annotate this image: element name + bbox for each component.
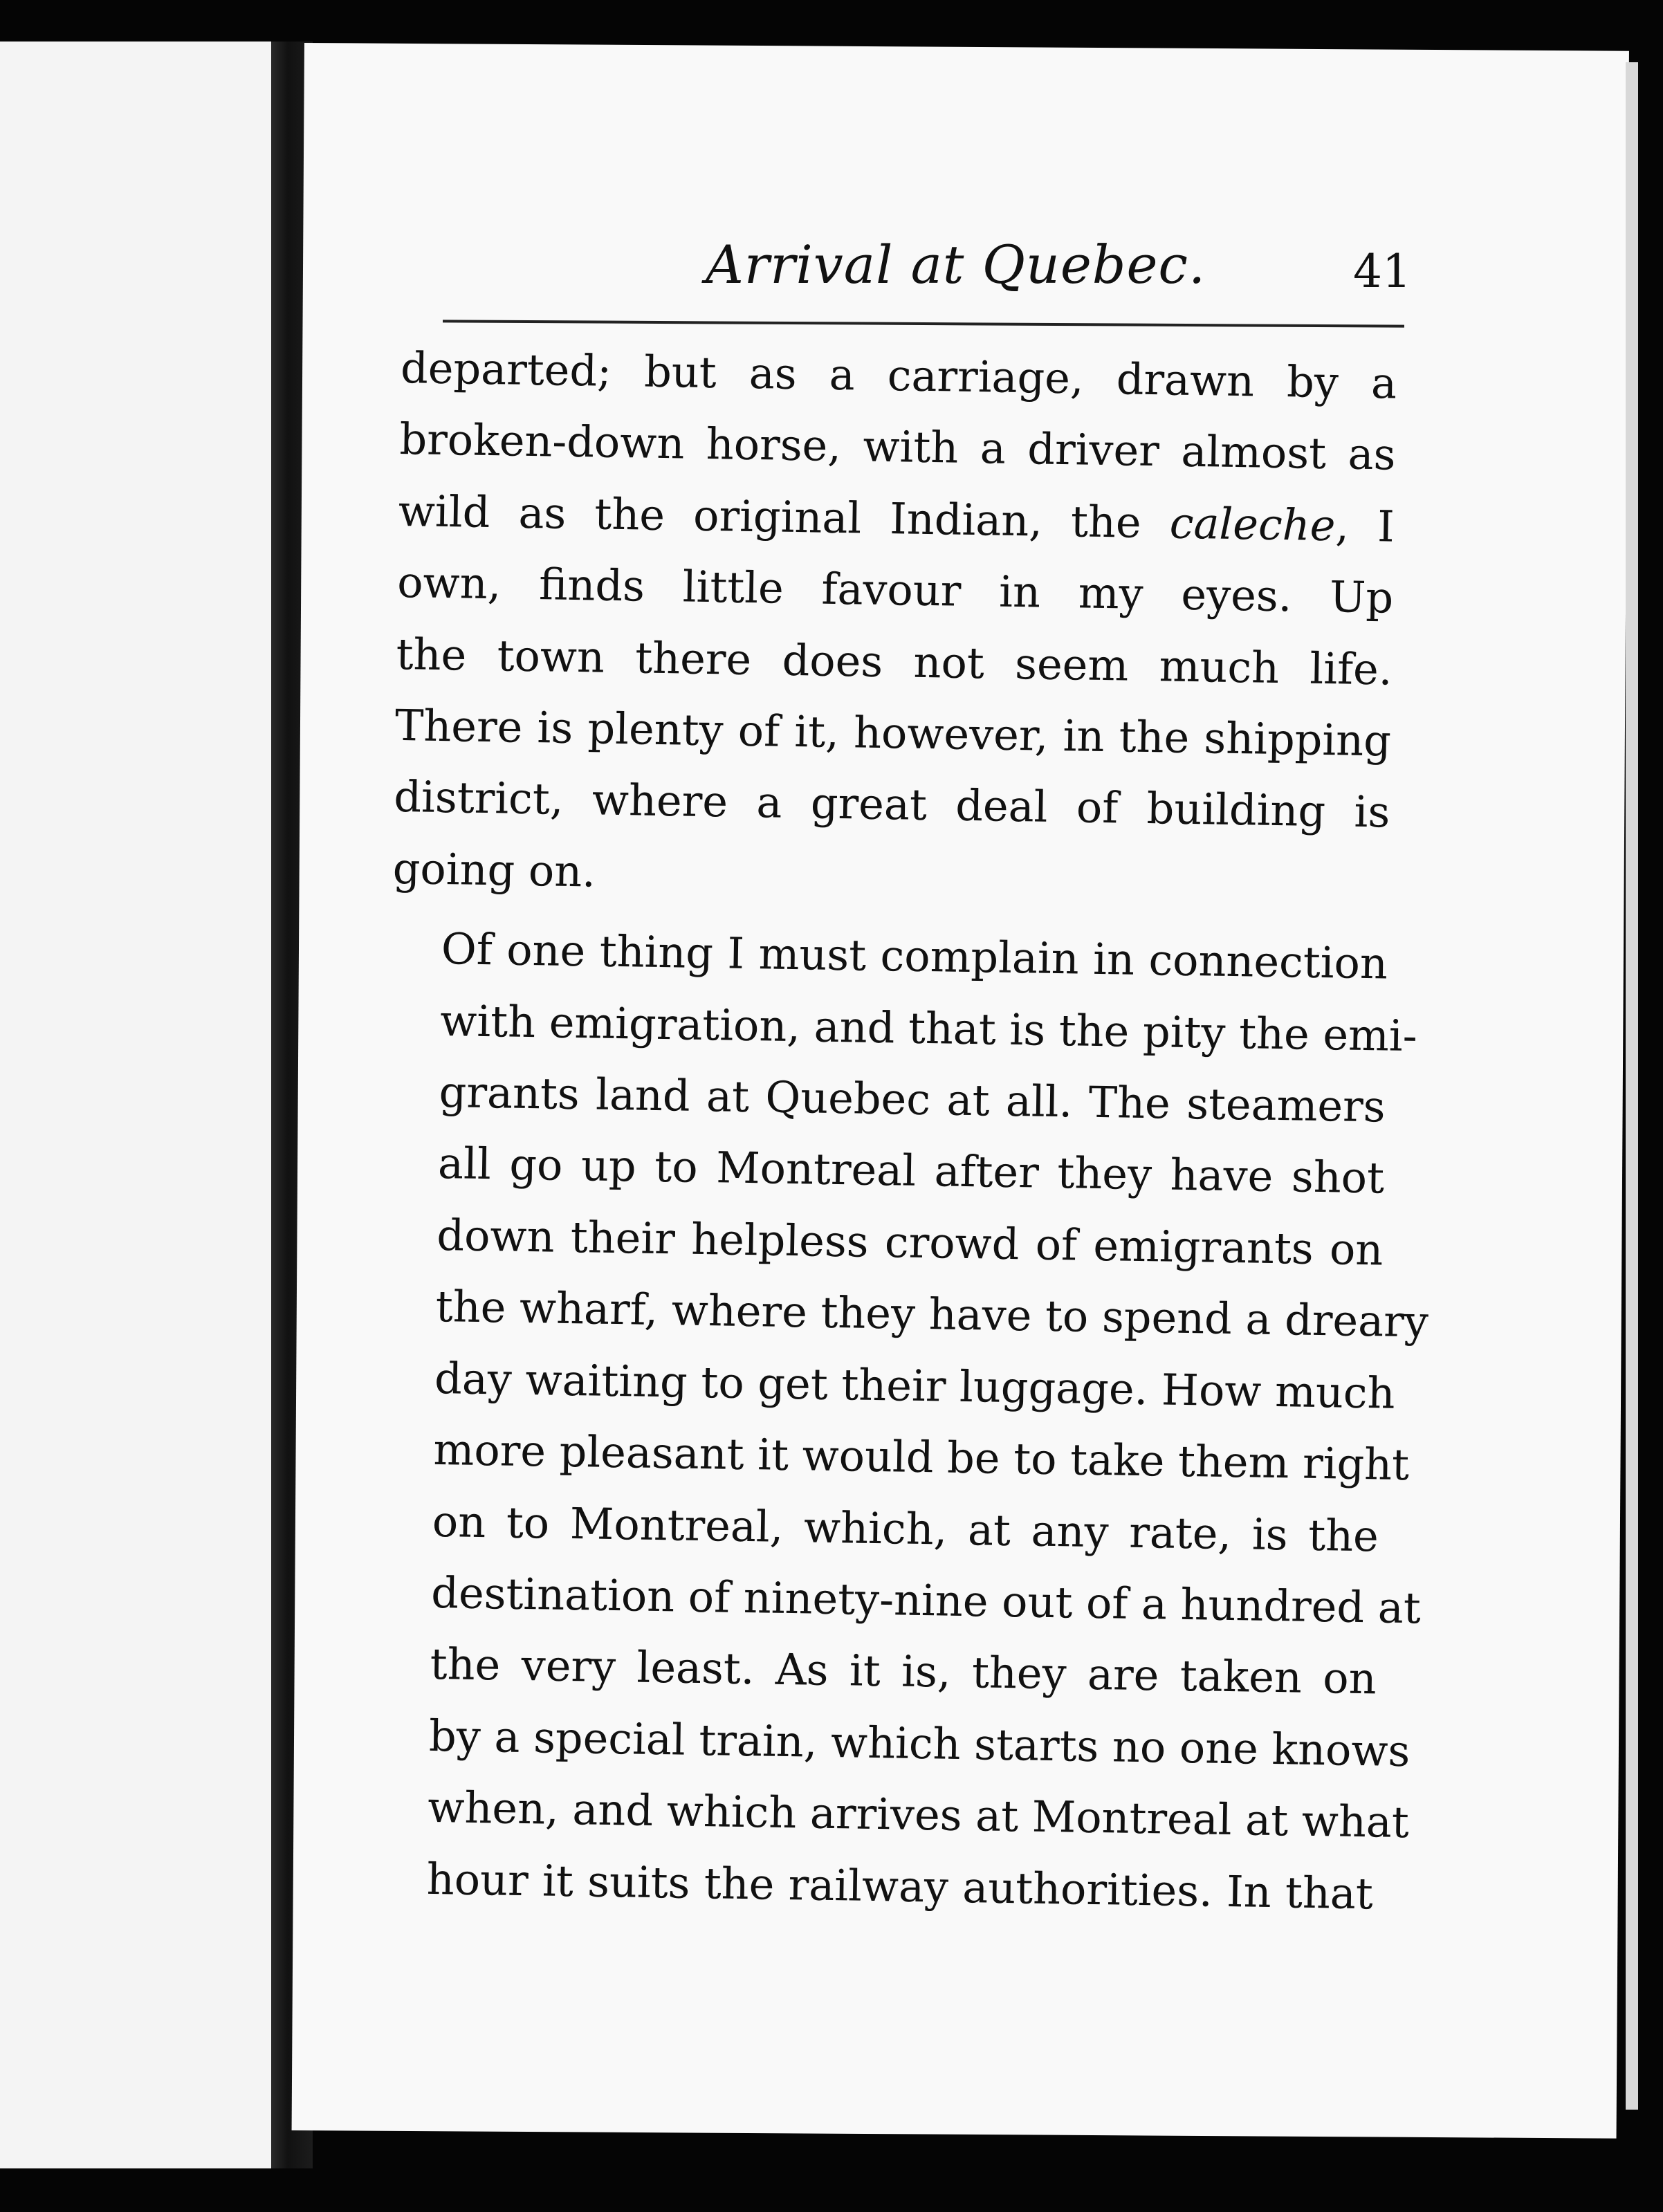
text-line: destination of ninety-nine out of a hundred at bbox=[430, 1567, 1422, 1634]
text-line: when, and which arrives at Montreal at what bbox=[427, 1781, 1410, 1848]
text-line: day waiting to get their luggage. How much bbox=[434, 1352, 1396, 1419]
text-line: hour it suits the railway authorities. In that bbox=[426, 1853, 1374, 1919]
text-line: grants land at Quebec at all. The steamers bbox=[439, 1067, 1386, 1132]
text-line: wild as the original Indian, the caleche, I bbox=[398, 485, 1395, 552]
text-line: by a special train, which starts no one knows bbox=[428, 1710, 1411, 1776]
text-line: more pleasant it would be to take them right bbox=[433, 1424, 1410, 1491]
text-line: departed; but as a carriage, drawn by a bbox=[400, 342, 1397, 409]
body-text bbox=[376, 332, 1429, 1929]
paragraph-1 bbox=[392, 332, 1397, 920]
text-line: with emigration, and that is the pity the emi- bbox=[439, 995, 1418, 1061]
page-header bbox=[401, 220, 1411, 310]
page-number: 41 bbox=[1353, 245, 1411, 298]
text-line: on to Montreal, which, at any rate, is the bbox=[432, 1495, 1379, 1561]
text-line: There is plenty of it, however, in the shipping bbox=[394, 699, 1392, 766]
left-page-blank bbox=[0, 42, 271, 2168]
page-edge bbox=[1626, 62, 1638, 2110]
text-line: the very least. As it is, they are taken on bbox=[430, 1639, 1377, 1704]
running-head: Arrival at Quebec. bbox=[706, 234, 1206, 295]
text-line: district, where a great deal of building is bbox=[393, 771, 1390, 838]
text-line: own, finds little favour in my eyes. Up bbox=[396, 557, 1394, 623]
text-line: the town there does not seem much life. bbox=[396, 628, 1393, 695]
text-line: going on. bbox=[392, 842, 596, 897]
text-line: the wharf, where they have to spend a dreary bbox=[435, 1281, 1429, 1347]
paragraph-2 bbox=[376, 912, 1429, 1929]
text-line: all go up to Montreal after they have shot bbox=[437, 1138, 1385, 1204]
text-line: down their helpless crowd of emigrants on bbox=[436, 1209, 1384, 1275]
italic-word: caleche bbox=[1169, 497, 1336, 551]
text-line: Of one thing I must complain in connection bbox=[441, 923, 1388, 989]
text-line: broken-down horse, with a driver almost as bbox=[398, 414, 1396, 481]
